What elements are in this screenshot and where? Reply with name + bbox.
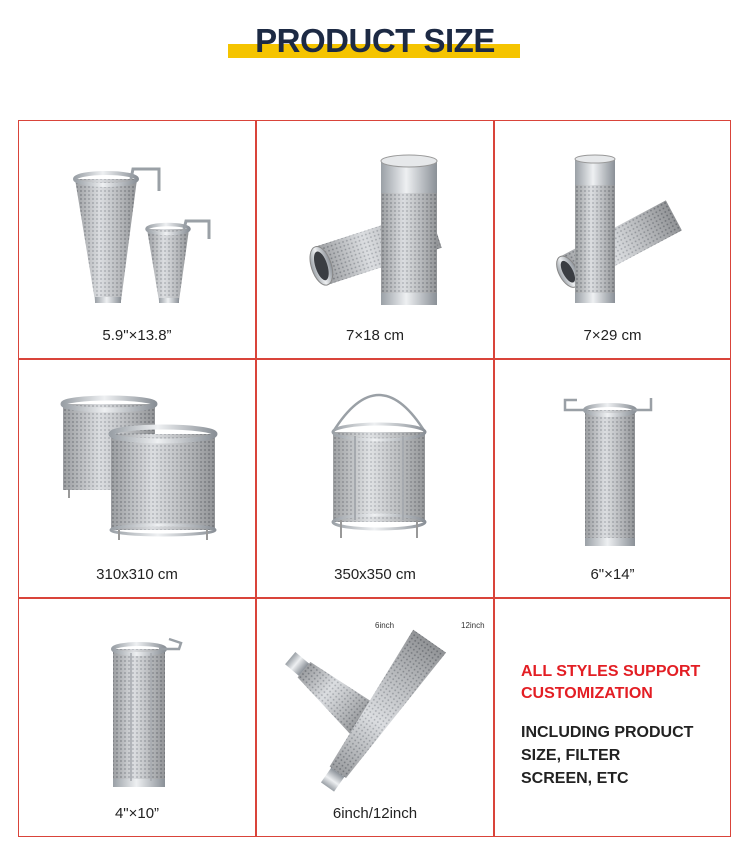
product-caption: 6inch/12inch bbox=[332, 805, 418, 822]
promo-line-4: SIZE, FILTER bbox=[521, 747, 621, 764]
hop-filter-7x29-image bbox=[495, 121, 732, 360]
label-12inch: 12inch bbox=[461, 621, 485, 630]
promo-text bbox=[521, 661, 700, 790]
product-caption: 6"×14” bbox=[590, 566, 635, 583]
product-cell-350x350 bbox=[256, 359, 494, 598]
promo-line-1: ALL STYLES SUPPORT bbox=[521, 663, 701, 680]
promo-line-3: INCLUDING PRODUCT bbox=[521, 724, 694, 741]
product-caption: 350x350 cm bbox=[334, 566, 416, 583]
hop-filter-6x14-image bbox=[495, 360, 732, 599]
product-cell-4x10 bbox=[18, 598, 256, 837]
cone-strainer-image bbox=[19, 121, 257, 360]
product-cell-7x18 bbox=[256, 120, 494, 359]
product-caption: 7×18 cm bbox=[346, 327, 404, 344]
label-6inch: 6inch bbox=[375, 621, 395, 630]
product-grid bbox=[18, 120, 731, 837]
product-cell-7x29 bbox=[494, 120, 731, 359]
product-caption: 4"×10” bbox=[114, 805, 160, 822]
product-caption: 5.9"×13.8” bbox=[102, 327, 172, 344]
hop-filter-4x10-image bbox=[19, 599, 257, 838]
page-title: PRODUCT SIZE bbox=[255, 22, 495, 59]
basket-350x350-image bbox=[257, 360, 495, 599]
promo-line-2: CUSTOMIZATION bbox=[521, 685, 653, 702]
product-cell-cone bbox=[18, 120, 256, 359]
tube-filters-image bbox=[257, 599, 495, 838]
basket-310x310-image bbox=[19, 360, 257, 599]
header bbox=[0, 0, 750, 90]
product-cell-6x14 bbox=[494, 359, 731, 598]
product-caption: 7×29 cm bbox=[583, 327, 642, 344]
hop-filter-7x18-image bbox=[257, 121, 495, 360]
product-caption: 310x310 cm bbox=[96, 566, 178, 583]
customization-promo-cell bbox=[494, 598, 731, 837]
promo-line-5: SCREEN, ETC bbox=[521, 770, 629, 787]
product-cell-6inch-12inch bbox=[256, 598, 494, 837]
product-cell-310x310 bbox=[18, 359, 256, 598]
